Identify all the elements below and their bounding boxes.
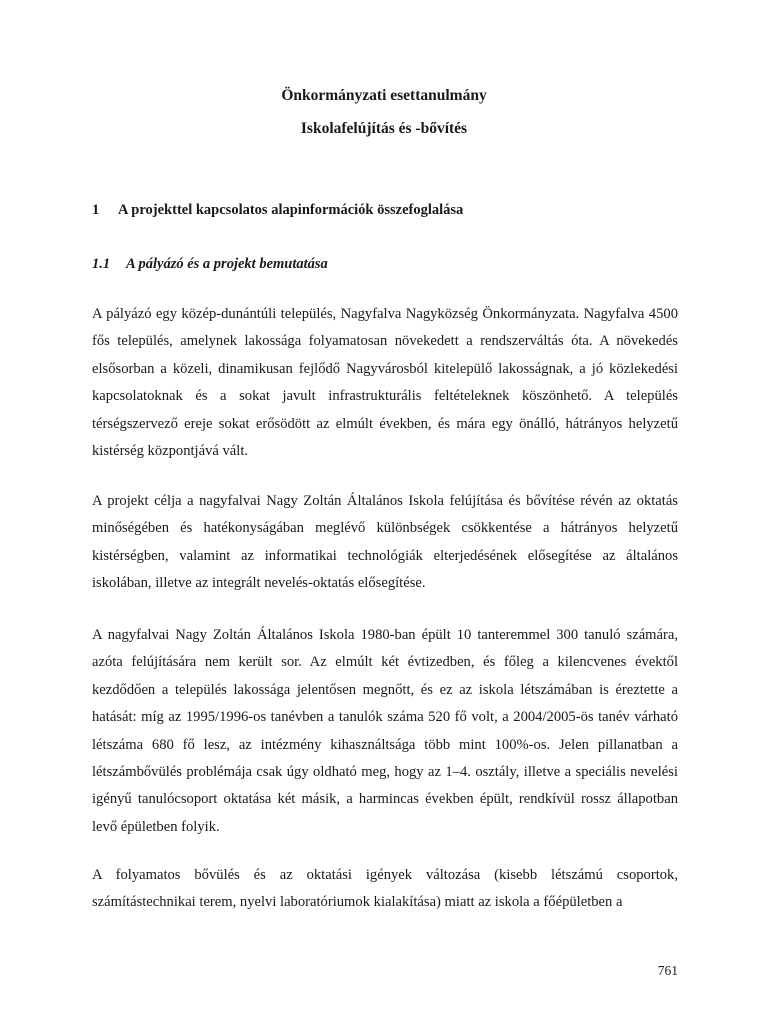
paragraph-3: A nagyfalvai Nagy Zoltán Általános Iskola 1980-ban épült 10 tanteremmel 300 tanuló számára, azóta felújítására nem került sor. Az elmúlt két évtizedben, és főleg a kilencvenes évektől kezdődően a település lakossága jelentősen megnőtt, és ez az iskola létszámában is éreztette a hatását: míg az 1995/1996-os tanévben a tanulók száma 520 fő volt, a 2004/2005-ös tanév várható létszáma 680 fő lesz, az intézmény kihasználtsága több mint 100%-os. Jelen pillanatban a létszámbővülés problémája csak úgy oldható meg, hogy az 1–4. osztály, illetve a speciális nevelési igényű tanulócsoport oktatása két másik, a harmincas években épült, rendkívül rossz állapotban levő épületben folyik. [92,627,678,835]
page-number: 761 [657,963,678,978]
document-subtitle: Iskolafelújítás és -bővítés [300,120,468,137]
paragraph-4: A folyamatos bővülés és az oktatási igények változása (kisebb létszámú csoportok, számítástechnikai terem, nyelvi laboratóriumok kialakítása) miatt az iskola a főépületben a [92,867,678,911]
subsection-title: A pályázó és a projekt bemutatása [126,256,328,272]
subsection-number: 1.1 [92,256,111,272]
section-number: 1 [92,202,100,218]
section-title: A projekttel kapcsolatos alapinformációk összefoglalása [118,202,464,218]
document-title: Önkormányzati esettanulmány [281,87,487,104]
paragraph-1: A pályázó egy közép-dunántúli település, Nagyfalva Nagyközség Önkormányzata. Nagyfalva 4500 fős település, amelynek lakossága folyamatosan növekedett a rendszerváltás óta. A növekedés elsősorban a közeli, dinamikusan fejlődő Nagyvárosból kitelepülő lakosságnak, a jó közlekedési kapcsolatoknak és a sokat javult infrastrukturális feltételeknek köszönhető. A település térségszervező ereje sokat erősödött az elmúlt években, és mára egy önálló, hátrányos helyzetű kistérség központjává vált. [92,306,678,460]
section-heading [92,200,463,220]
paragraph-2: A projekt célja a nagyfalvai Nagy Zoltán Általános Iskola felújítása és bővítése révén az oktatás minőségében és hatékonyságában meglévő különbségek csökkentése a hátrányos helyzetű kistérségben, valamint az informatikai technológiák elterjedésének elősegítése az általános iskolában, illetve az integrált nevelés-oktatás elősegítése. [92,493,678,592]
subsection-heading [92,254,328,274]
